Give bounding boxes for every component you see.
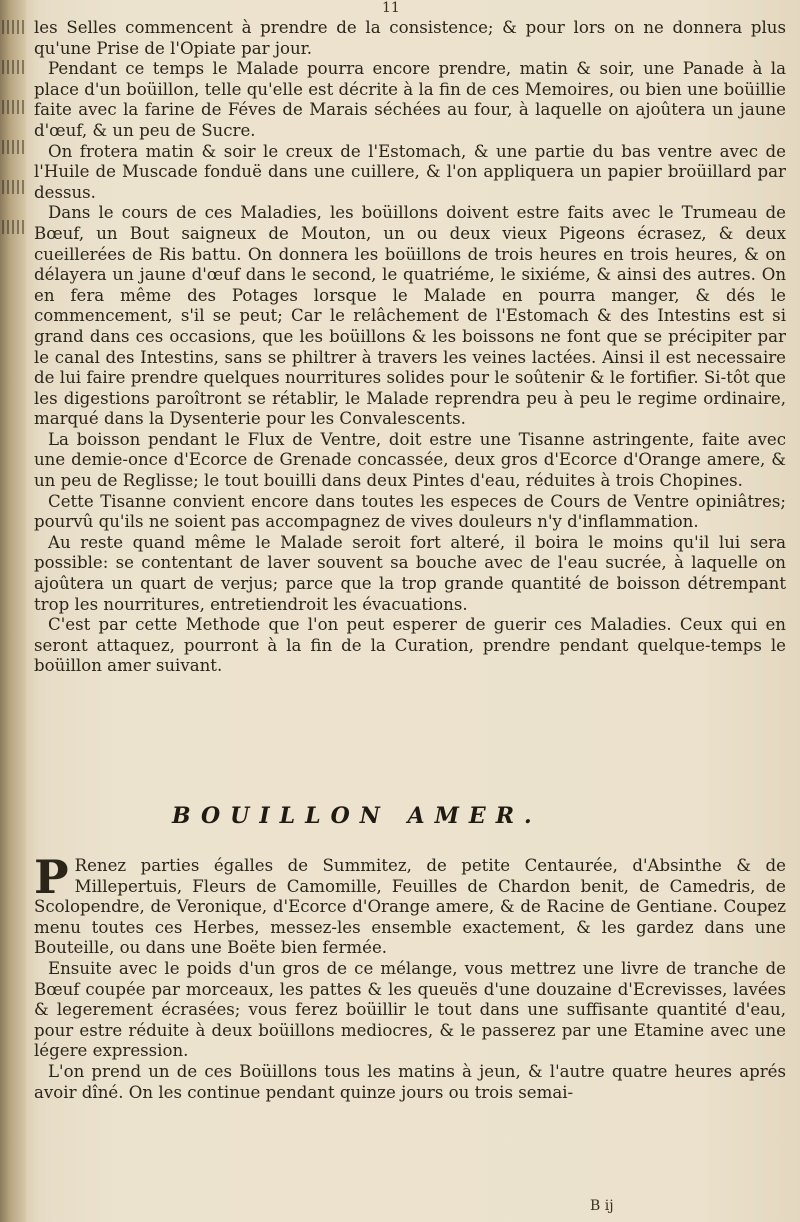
signature-mark: B ij — [590, 1198, 614, 1214]
paragraph: Cette Tisanne convient encore dans toutes les especes de Cours de Ventre opiniâtres; pourvû qu'ils ne soient pas accompagnez de vives douleurs n'y d'inflammation. — [34, 491, 786, 532]
gutter-bleed-text — [2, 60, 24, 74]
paragraph: Pendant ce temps le Malade pourra encore prendre, matin & soir, une Panade à la place d'un boüillon, telle qu'elle est décrite à la fin de ces Memoires, ou bien une boüillie faite avec la farine de Féves de Marais séchées au four, à laquelle on ajoûtera un jaune d'œuf, & un peu de Sucre. — [34, 59, 786, 140]
paragraph: Au reste quand même le Malade seroit fort alteré, il boira le moins qu'il lui sera possible: se contentant de laver souvent sa bouche avec de l'eau sucrée, à laquelle on ajoûtera un quart de verjus; parce que la trop grande quantité de boisson détrempant trop les nourritures, entretiendroit les évacuations. — [34, 532, 786, 614]
recipe-paragraph — [34, 850, 786, 959]
gutter-bleed-text — [2, 180, 24, 194]
paragraph: La boisson pendant le Flux de Ventre, doit estre une Tisanne astringente, faite avec une demie-once d'Ecorce de Grenade concassée, deux gros d'Ecorce d'Orange amere, & un peu de Reglisse; le tout bouilli dans deux Pintes d'eau, réduites à trois Chopines. — [34, 429, 786, 491]
recipe-paragraph-text: Renez parties égalles de Summitez, de petite Centaurée, d'Absinthe & de Millepertuis, Fleurs de Camomille, Feuilles de Chardon benit, de Camedris, de Scolopendre, de Veronique, d'Ecorce d'Orange amere, & de Racine de Gentiane. Coupez menu toutes ces Herbes, messez-les ensemble exactement, & les gardez dans une Bouteille, ou dans une Boëte bien fermée. — [34, 856, 786, 958]
recipe-paragraph: L'on prend un de ces Boüillons tous les matins à jeun, & l'autre quatre heures aprés avoir dîné. On les continue pendant quinze jours ou trois semai- — [34, 1061, 786, 1102]
drop-cap: P — [34, 850, 69, 904]
binding-gutter — [0, 0, 26, 1222]
gutter-bleed-text — [2, 140, 24, 154]
paragraph: les Selles commencent à prendre de la consistence; & pour lors on ne donnera plus qu'une Prise de l'Opiate par jour. — [34, 18, 786, 58]
paragraph: Dans le cours de ces Maladies, les boüillons doivent estre faits avec le Trumeau de Bœuf, un Bout saigneux de Mouton, un ou deux vieux Pigeons écrasez, & deux cueillerées de Ris battu. On donnera les boüillons de trois heures en trois heures, & on délayera un jaune d'œuf dans le second, le quatriéme, le sixiéme, & ainsi des autres. On en fera même des Potages lorsque le Malade en pourra manger, & dés le commencement, s'il se peut; Car le relâchement de l'Estomach & des Intestins est si grand dans ces occasions, que les boüillons & les boissons ne font que se précipiter par le canal des Intestins, sans se philtrer à travers les veines lactées. Ainsi il est necessaire de lui faire prendre quelques nourritures solides pour le soûtenir & le fortifier. Si-tôt que les digestions paroîtront se rétablir, le Malade reprendra peu à peu le regime ordinaire, marqué dans la Dysenterie pour les Convalescents. — [34, 203, 786, 429]
main-text — [34, 18, 786, 677]
paragraph: On frotera matin & soir le creux de l'Estomach, & une partie du bas ventre avec de l'Huile de Muscade fonduë dans une cuillere, & l'on appliquera un papier broüillard par dessus. — [34, 141, 786, 202]
section-heading: BOUILLON AMER. — [172, 803, 542, 829]
gutter-bleed-text — [2, 220, 24, 234]
recipe-text — [34, 850, 786, 1103]
gutter-bleed-text — [2, 100, 24, 114]
paragraph: C'est par cette Methode que l'on peut esperer de guerir ces Maladies. Ceux qui en seront attaquez, pourront à la fin de la Curation, prendre pendant quelque-temps le boüillon amer suivant. — [34, 615, 786, 676]
recipe-paragraph: Ensuite avec le poids d'un gros de ce mélange, vous mettrez une livre de tranche de Bœuf coupée par morceaux, les pattes & les queuës d'une douzaine d'Ecrevisses, lavées & legerement écrasées; vous ferez boüillir le tout dans une suffisante quantité d'eau, pour estre réduite à deux boüillons mediocres, & le passerez par une Etamine avec une légere expression. — [34, 958, 786, 1061]
gutter-bleed-text — [2, 20, 24, 34]
page-number: 11 — [382, 0, 400, 16]
